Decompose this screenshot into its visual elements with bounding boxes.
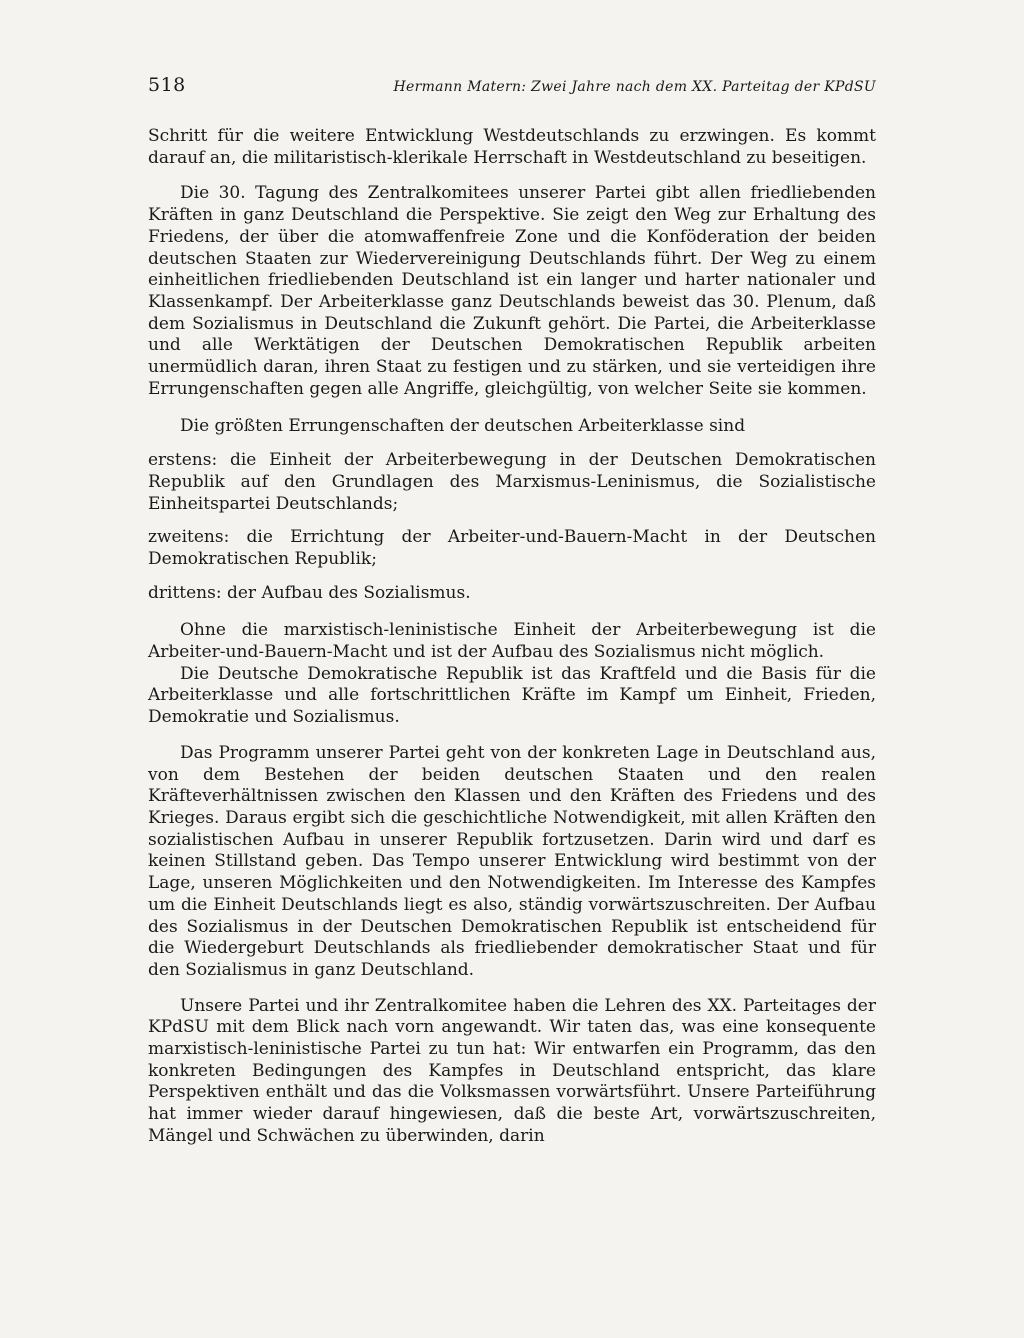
- paragraph-lehren: Unsere Partei und ihr Zentralkomitee haben die Lehren des XX. Parteitages der KPdSU mit dem Blick nach vorn angewandt. Wir taten das, was eine konsequente marxistisch-leninistische Partei zu tun hat: Wir entwarfen ein Programm, das den konkreten Bedingungen des Kampfes in Deutschland entspricht, das klare Perspektiven enthält und das die Volksmassen vorwärtsführt. Unsere Parteiführung hat immer wieder darauf hingewiesen, daß die beste Art, vorwärtszuschreiten, Mängel und Schwächen zu überwinden, darin: [148, 995, 876, 1146]
- paragraph-errungenschaften-intro: Die größten Errungenschaften der deutschen Arbeiterklasse sind: [180, 416, 746, 437]
- page-number: 518: [148, 74, 186, 96]
- paragraph-einheit: Ohne die marxistisch-leninistische Einheit der Arbeiterbewegung ist die Arbeiter-und-Bauern-Macht und ist der Aufbau des Sozialismus nicht möglich.: [148, 620, 876, 663]
- running-head: Hermann Matern: Zwei Jahre nach dem XX. Parteitag der KPdSU: [393, 79, 876, 95]
- paragraph-ddr-kraftfeld: Die Deutsche Demokratische Republik ist das Kraftfeld und die Basis für die Arbeiterklasse und alle fortschrittlichen Kräfte im Kampf um Einheit, Frieden, Demokratie und Sozialismus.: [148, 663, 876, 728]
- page-header: [148, 74, 876, 96]
- list-item-erstens: erstens: die Einheit der Arbeiterbewegung in der Deutschen Demokratischen Republik auf den Grundlagen des Marxismus-Leninismus, die Sozialistische Einheitspartei Deutschlands;: [148, 450, 876, 514]
- list-item-zweitens: zweitens: die Errichtung der Arbeiter-und-Bauern-Macht in der Deutschen Demokratischen Republik;: [148, 527, 876, 569]
- paragraph-zk-tagung: Die 30. Tagung des Zentralkomitees unserer Partei gibt allen friedliebenden Kräften in ganz Deutschland die Perspektive. Sie zeigt den Weg zur Erhaltung des Friedens, der über die atomwaffenfreie Zone und die Konföderation der beiden deutschen Staaten zur Wiedervereinigung Deutschlands führt. Der Weg zu einem einheitlichen friedliebenden Deutschland ist ein langer und harter nationaler und Klassenkampf. Der Arbeiterklasse ganz Deutschlands beweist das 30. Plenum, daß dem Sozialismus in Deutschland die Zukunft gehört. Die Partei, die Arbeiterklasse und alle Werktätigen der Deutschen Demokratischen Republik arbeiten unermüdlich daran, ihren Staat zu festigen und zu stärken, und sie verteidigen ihre Errungenschaften gegen alle Angriffe, gleichgültig, von welcher Seite sie kommen.: [148, 183, 876, 399]
- paragraph-continuation: Schritt für die weitere Entwicklung Westdeutschlands zu erzwingen. Es kommt darauf an, die militaristisch-klerikale Herrschaft in Westdeutschland zu beseitigen.: [148, 126, 876, 168]
- list-item-drittens: drittens: der Aufbau des Sozialismus.: [148, 582, 471, 603]
- paragraph-programm: Das Programm unserer Partei geht von der konkreten Lage in Deutschland aus, von dem Bestehen der beiden deutschen Staaten und den realen Kräfteverhältnissen zwischen den Klassen und den Kräften des Friedens und des Krieges. Daraus ergibt sich die geschichtliche Notwendigkeit, mit allen Kräften den sozialistischen Aufbau in unserer Republik fortzusetzen. Darin wird und darf es keinen Stillstand geben. Das Tempo unserer Entwicklung wird bestimmt von der Lage, unseren Möglichkeiten und den Notwendigkeiten. Im Interesse des Kampfes um die Einheit Deutschlands liegt es also, ständig vorwärtszuschreiten. Der Aufbau des Sozialismus in der Deutschen Demokratischen Republik ist entscheidend für die Wiedergeburt Deutschlands als friedliebender demokratischer Staat und für den Sozialismus in ganz Deutschland.: [148, 742, 876, 980]
- book-page: [148, 74, 876, 1148]
